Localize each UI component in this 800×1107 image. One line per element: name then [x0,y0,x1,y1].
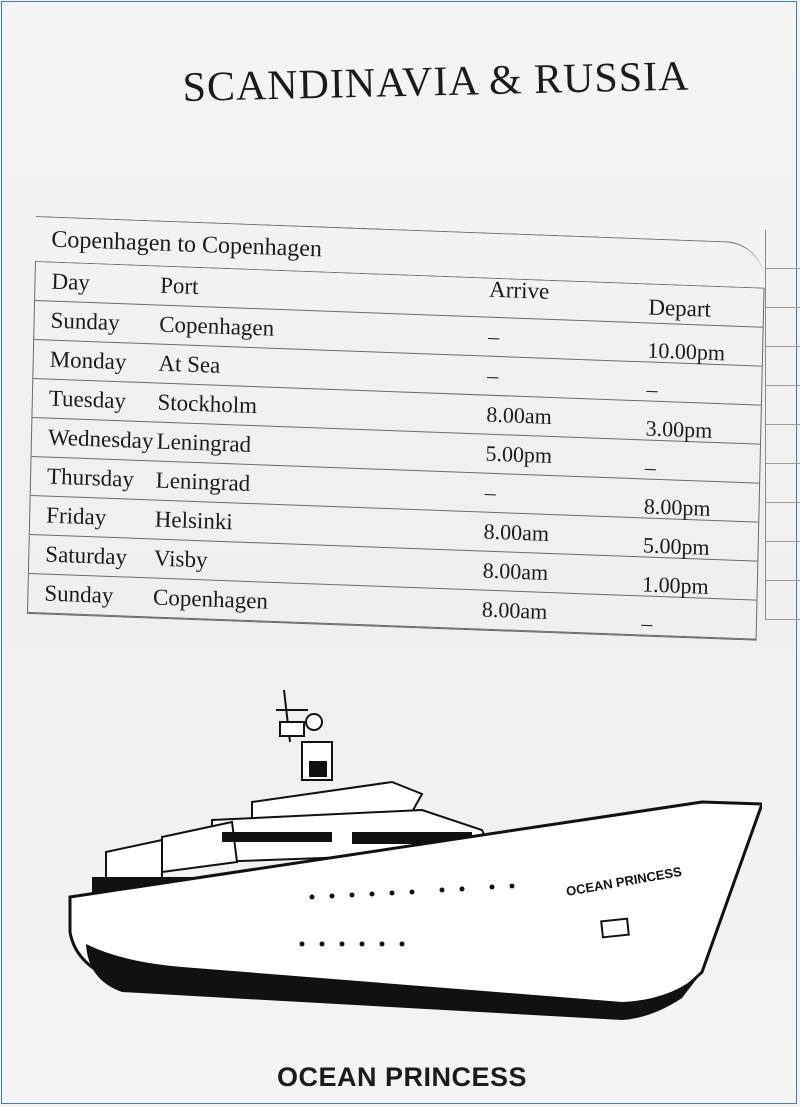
arrive-cell: 8.00am [483,518,550,546]
depart-cell: 1.00pm [641,571,709,599]
page-title: SCANDINAVIA & RUSSIA [182,53,690,111]
adjacent-page-edge [765,230,800,620]
day-cell: Saturday [45,541,128,570]
ship-illustration [62,682,762,1032]
day-cell: Sunday [44,580,114,609]
port-cell: Copenhagen [158,311,275,341]
arrive-cell: – [484,479,496,505]
port-cell: Leningrad [156,428,252,458]
header-day: Day [51,268,91,296]
arrive-cell: 8.00am [481,596,548,624]
port-cell: At Sea [158,350,221,378]
depart-cell: – [644,454,657,480]
depart-cell: 10.00pm [647,337,726,366]
depart-cell: – [646,376,658,402]
header-arrive: Arrive [488,276,550,304]
day-cell: Tuesday [48,385,127,414]
depart-cell: 8.00pm [643,493,711,521]
arrive-cell: 5.00pm [485,440,553,469]
day-cell: Wednesday [47,424,154,454]
header-depart: Depart [648,294,712,322]
depart-cell: 3.00pm [645,415,713,443]
day-cell: Friday [45,502,107,530]
port-cell: Stockholm [157,389,258,419]
day-cell: Thursday [46,463,135,492]
route-label: Copenhagen to Copenhagen [51,226,323,262]
port-cell: Visby [153,545,208,573]
depart-cell: – [640,610,653,636]
mast-icon [276,690,332,780]
ship-caption: OCEAN PRINCESS [276,1062,528,1092]
day-cell: Sunday [50,307,120,336]
page-frame [1,1,797,1104]
arrive-cell: 8.00am [482,557,549,585]
itinerary-table [27,216,766,641]
arrive-cell: 8.00am [486,401,553,430]
port-cell: Helsinki [154,506,234,535]
hull-name: OCEAN PRINCESS [564,863,683,899]
depart-cell: 5.00pm [642,532,710,560]
day-cell: Monday [49,346,127,375]
port-cell: Leningrad [155,467,251,496]
arrive-cell: – [487,323,500,350]
arrive-cell: – [486,362,499,389]
header-port: Port [159,272,199,299]
port-cell: Copenhagen [152,584,269,614]
